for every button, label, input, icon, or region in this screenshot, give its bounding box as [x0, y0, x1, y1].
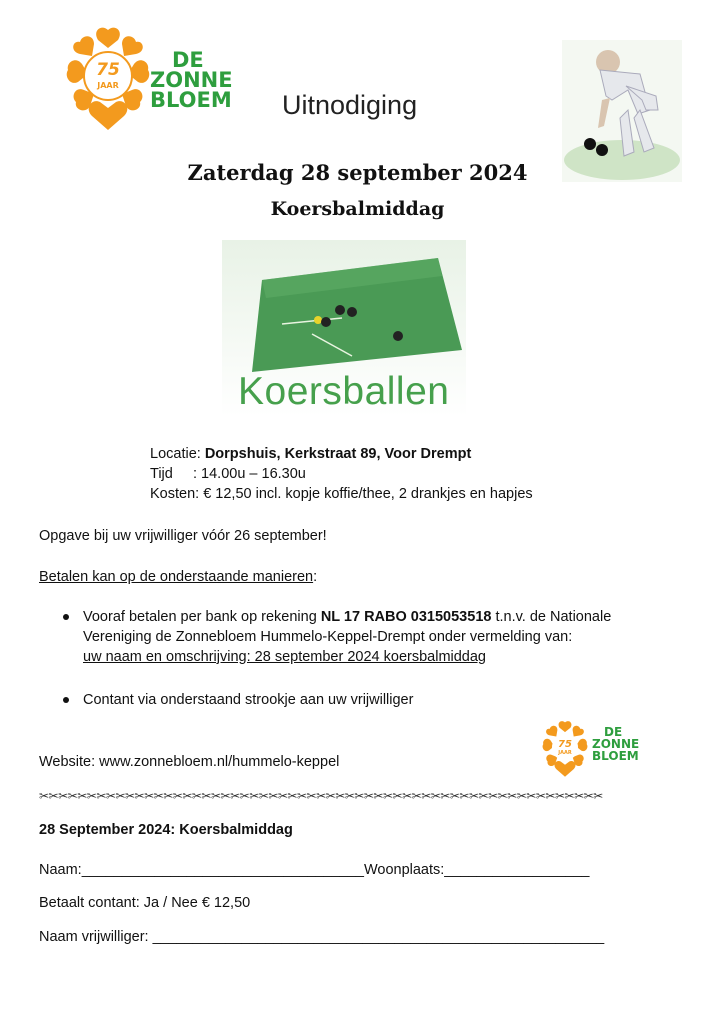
koersballen-image [222, 240, 466, 416]
location-row [150, 444, 471, 464]
time-row [150, 464, 306, 484]
scissors-cut-line: ✂✂✂✂✂✂✂✂✂✂✂✂✂✂✂✂✂✂✂✂✂✂✂✂✂✂✂✂✂✂✂✂✂✂✂✂✂✂✂✂✂✂✂✂✂✂✂✂✂✂✂✂✂✂✂✂✂✂✂ [39, 789, 603, 803]
slip-volunteer-line: Naam vrijwilliger: ________________________________________________________ [39, 929, 605, 945]
website-text: Website: www.zonnebloem.nl/hummelo-keppel [39, 754, 340, 770]
bank-line-2: Vereniging de Zonnebloem Hummelo-Keppel-Drempt onder vermelding van: [83, 629, 573, 645]
event-name: Koersbalmiddag [270, 198, 445, 220]
bank-payment-item [83, 607, 683, 667]
zonnebloem-logo [62, 26, 252, 136]
time-label: Tijd : [150, 466, 197, 482]
cash-payment-item: Contant via onderstaand strookje aan uw vrijwilliger [83, 692, 414, 708]
bank-line-3: uw naam en omschrijving: 28 september 2024 koersbalmiddag [83, 649, 486, 665]
bank-suffix: t.n.v. de Nationale [491, 609, 612, 625]
cost-row [150, 484, 533, 504]
small-logo-unit: JAAR [558, 750, 572, 756]
payment-heading-text: Betalen kan op de onderstaande manieren [39, 569, 314, 585]
logo-anniversary-unit: JAAR [97, 81, 119, 90]
koersballen-caption: Koersballen [238, 370, 450, 413]
slip-title: 28 September 2024: Koersbalmiddag [39, 822, 293, 838]
payment-heading-colon: : [313, 569, 318, 585]
event-date: Zaterdag 28 september 2024 [187, 160, 528, 185]
small-logo-anniversary: 75 [558, 739, 572, 750]
time-value: 14.00u – 16.30u [201, 466, 306, 482]
cost-value: € 12,50 incl. kopje koffie/thee, 2 drankjes en hapjes [203, 486, 533, 502]
cost-label: Kosten: [150, 486, 200, 502]
bank-prefix: Vooraf betalen per bank op rekening [83, 609, 321, 625]
logo-line-3: BLOEM [150, 88, 232, 112]
location-value: Dorpshuis, Kerkstraat 89, Voor Drempt [204, 446, 472, 462]
logo-anniversary: 75 [96, 60, 120, 80]
slip-name-line: Naam:___________________________________Woonplaats:__________________ [39, 862, 590, 878]
bank-account: NL 17 RABO 0315053518 [320, 609, 492, 625]
invitation-heading: Uitnodiging [282, 90, 418, 120]
registration-note: Opgave bij uw vrijwilliger vóór 26 september! [39, 528, 327, 544]
slip-payment-line: Betaalt contant: Ja / Nee € 12,50 [39, 895, 251, 911]
small-logo-line-1: DE [604, 725, 623, 739]
location-label: Locatie: [150, 446, 201, 462]
bullet-dot [63, 697, 69, 703]
zonnebloem-logo-small [540, 720, 650, 780]
small-logo-line-3: BLOEM [592, 749, 639, 763]
payment-heading [39, 567, 317, 587]
bullet-dot [63, 614, 69, 620]
small-logo-line-2: ZONNE [592, 737, 640, 751]
logo-line-1: DE [172, 48, 204, 72]
bank-line-1 [83, 607, 683, 627]
logo-line-2: ZONNE [150, 68, 233, 92]
